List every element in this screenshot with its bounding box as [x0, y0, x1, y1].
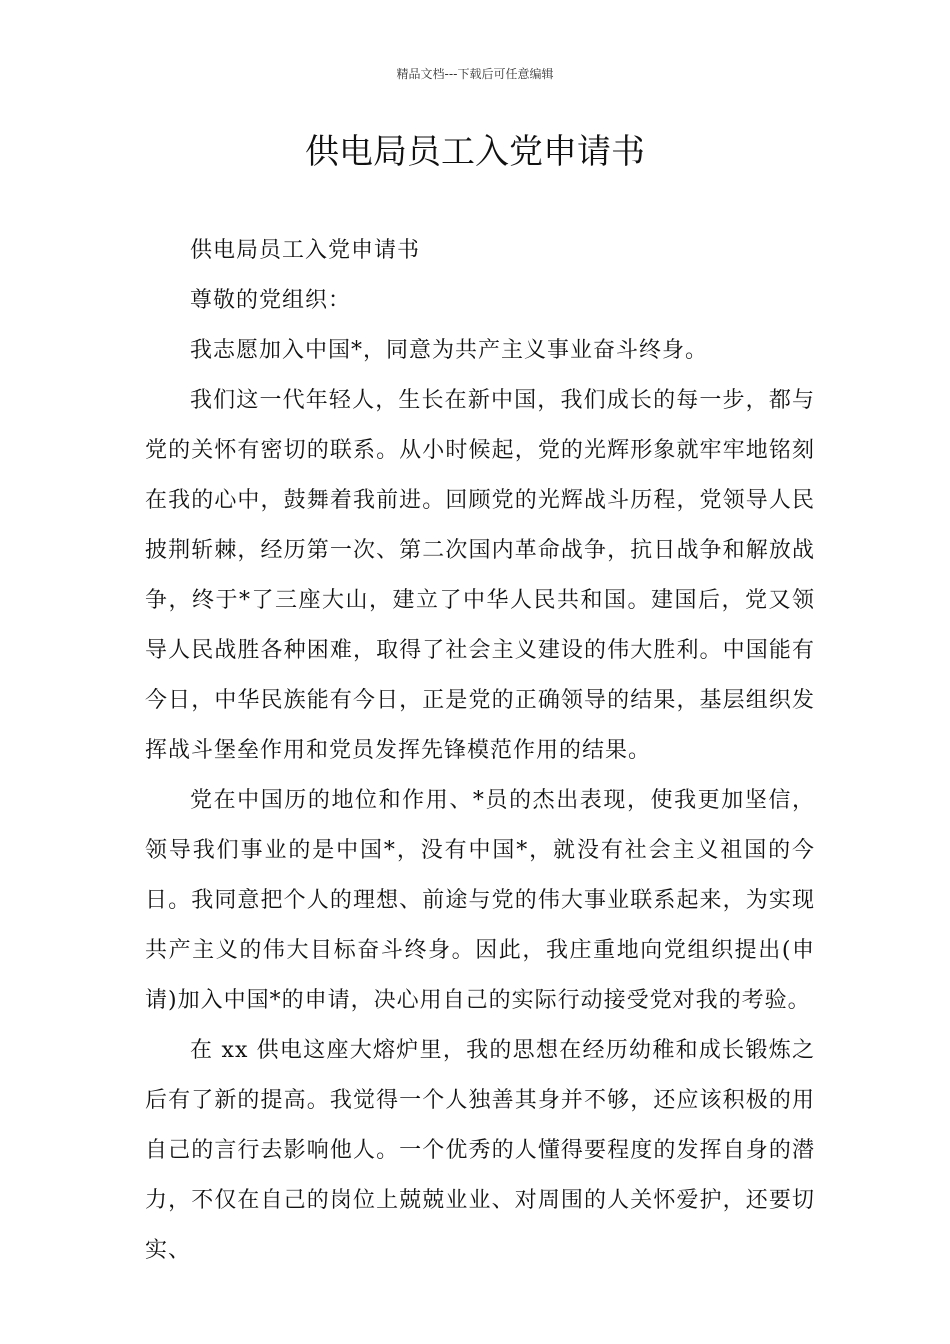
paragraph-subtitle: 供电局员工入党申请书 — [190, 238, 421, 263]
paragraph-body: 党在中国历的地位和作用、*员的杰出表现，使我更加坚信，领导我们事业的是中国*，没有中国*，就没有社会主义祖国的今日。我同意把个人的理想、前途与党的伟大事业联系起来，为实现共产主义的伟大目标奋斗终身。因此，我庄重地向党组织提出(申请)加入中国*的申请，决心用自己的实际行动接受党对我的考验。 — [145, 788, 815, 1013]
paragraph-salutation: 尊敬的党组织： — [190, 288, 352, 313]
paragraph-body: 我们这一代年轻人，生长在新中国，我们成长的每一步，都与党的关怀有密切的联系。从小时候起，党的光辉形象就牢牢地铭刻在我的心中，鼓舞着我前进。回顾党的光辉战斗历程，党领导人民披荆斩棘，经历第一次、第二次国内革命战争，抗日战争和解放战争，终于*了三座大山，建立了中华人民共和国。建国后，党又领导人民战胜各种困难，取得了社会主义建设的伟大胜利。中国能有今日，中华民族能有今日，正是党的正确领导的结果，基层组织发挥战斗堡垒作用和党员发挥先锋模范作用的结果。 — [145, 388, 815, 763]
document-title: 供电局员工入党申请书 — [305, 132, 645, 172]
paragraph-declaration: 我志愿加入中国*，同意为共产主义事业奋斗终身。 — [190, 338, 709, 363]
page-header: 精品文档---下载后可任意编辑 — [396, 67, 554, 81]
paragraph-body: 在 xx 供电这座大熔炉里，我的思想在经历幼稚和成长锻炼之后有了新的提高。我觉得一个人独善其身并不够，还应该积极的用自己的言行去影响他人。一个优秀的人懂得要程度的发挥自身的潜力，不仅在自己的岗位上兢兢业业、对周围的人关怀爱护，还要切实、 — [145, 1038, 815, 1263]
document-body — [145, 226, 815, 1276]
